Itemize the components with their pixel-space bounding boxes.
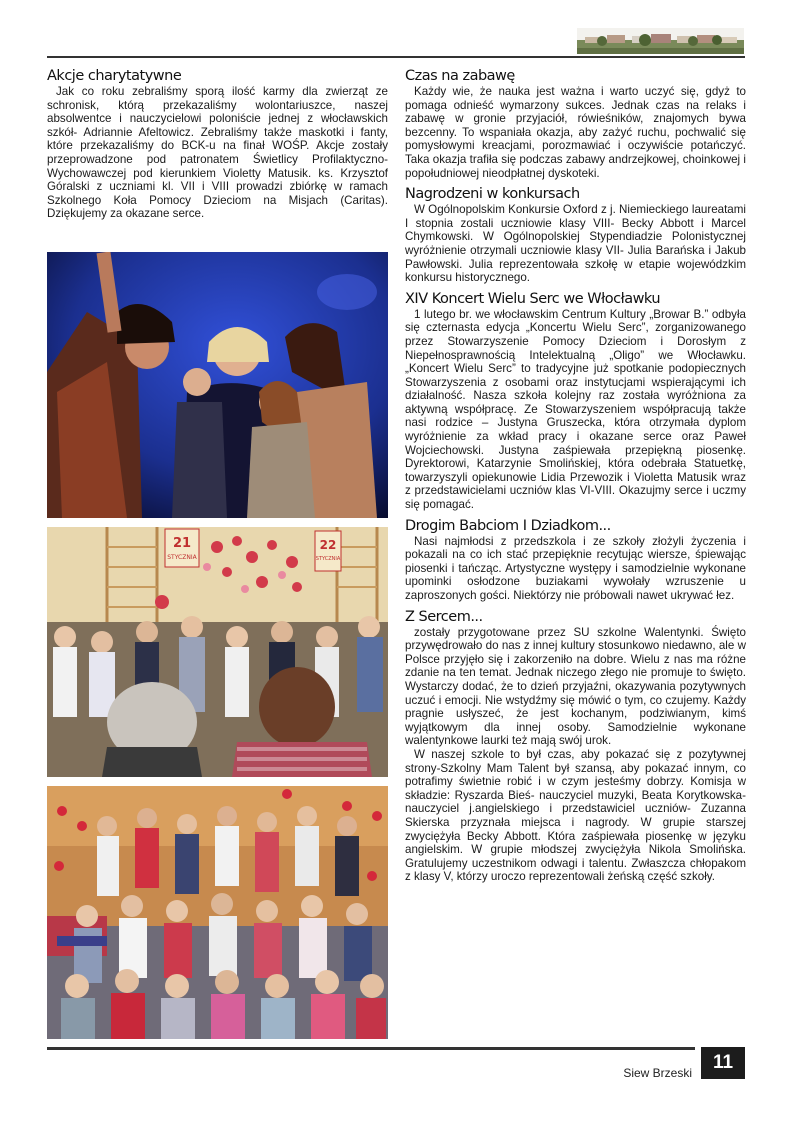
section-title-charity: Akcje charytatywne	[47, 68, 182, 84]
section-body-valentines-2: W naszej szkole to był czas, aby pokazać się z pozytywnej strony-Szkolny Mam Talent był szansą, aby pokazać innym, co potrafimy świetnie robić i w czym jesteśmy dobrzy. Komisja w składzie: Ryszarda Bieś- nauczyciel muzyki, Beata Korytkowska- nauczyciel j.angielskiego i przedstawiciel uczniów- Zuzanna Skierska przyznała miejsca i nagrody. W grupie starszej zwyciężyła Becky Abbott. Która zaśpiewała piosenkę w języku angielskim. W grupie młodszej zwyciężyła Nikola Smolińska. Gratulujemy uczestnikom odwagi i talentu. Zwłaszcza chłopakom z klasy V, którzy uroczo reprezentowali żeńską część szkoły.	[405, 747, 746, 884]
top-rule	[47, 56, 745, 58]
photo-valentines-hearts	[47, 786, 388, 1039]
section-body-concert: 1 lutego br. we włocławskim Centrum Kultury „Browar B.” odbyła się czternasta edycja „Koncertu Wielu Serc”, zorganizowanego przez Stowarzyszenie Pomocy Dzieciom i Dorosłym z Niepełnosprawnością Intelektualną „Oligo” we Włocławku. „Koncert Wielu Serc” to tradycyjne już spotkanie podopiecznych Stowarzyszenia z osobami oraz instytucjami wspierającymi ich działalność. Nasza szkoła kolejny raz została wyróżniona za aktywną współpracę. Ze Stowarzyszeniem współpracują także nasi rodzice – Justyna Gruszecka, która otrzymała dyplom wyróżnienie za wkład pracy i okazane serce oraz Paweł Wojciechowski. Justyna zaśpiewała przepiękną piosenkę. Dyrektorowi, Katarzynie Smolińskiej, która odebrała Statuetkę, towarzyszyli opiekunowie Lidia Przewozik i Violetta Matusik wraz z przedstawicielami uczniów klas VI-VIII. Okazujmy serce i uczmy się pomagać.	[405, 307, 746, 512]
left-column	[47, 68, 388, 221]
section-body-fun: Każdy wie, że nauka jest ważna i warto uczyć się, gdyż to pomaga odnieść wymarzony sukces. Jednak czas na relaks i zabawę w gronie przyjaciół, rówieśników, znajomych bywa bezcenny. To wspaniała okazja, aby zażyć ruchu, pochwalić się pomysłowymi kreacjami, porozmawiać i oczywiście potańczyć. Taka okazja trafiła się podczas zabawy andrzejkowej, choinkowej i popołudniowej nieodpłatnej dyskoteki.	[405, 85, 746, 180]
svg-text:22: 22	[319, 538, 337, 552]
photo-grandparents-day	[47, 527, 388, 777]
section-body-awards: W Ogólnopolskim Konkursie Oxford z j. Niemieckiego laureatami I stopnia zostali uczniowie klasy VIII- Becky Abbott i Marcel Chymkowski. W Ogólnopolskiej Stypendiadzie Polonistycznej wyróżnienie otrzymali uczniowie klasy VII- Julia Barańska i Jakub Pawłowski. Julia reprezentowała szkołę w etapie wojewódzkim konkursu historycznego.	[405, 203, 746, 285]
page-number: 11	[701, 1047, 745, 1079]
svg-text:STYCZNIA: STYCZNIA	[315, 556, 341, 562]
section-title-fun: Czas na zabawę	[405, 68, 515, 84]
right-column	[405, 68, 746, 884]
svg-text:STYCZNIA: STYCZNIA	[167, 554, 197, 561]
photo-concert-selfie	[47, 252, 388, 518]
section-title-valentines: Z Sercem...	[405, 608, 483, 625]
section-body-grandparents: Nasi najmłodsi z przedszkola i ze szkoły złożyli życzenia i pokazali na co ich stać przepięknie recytując wiersze, śpiewając piosenki i tańcząc. Artystyczne występy i samodzielnie wykonane upominki osłodzone buziakami wywołały wzruszenie u zaproszonych gości. Niektórzy nie próbowali nawet ukrywać łez.	[405, 534, 746, 602]
section-title-grandparents: Drogim Babciom I Dziadkom...	[405, 517, 611, 534]
section-title-awards: Nagrodzeni w konkursach	[405, 186, 580, 203]
svg-text:21: 21	[172, 536, 192, 551]
footer-publication-name: Siew Brzeski	[623, 1066, 692, 1080]
bottom-rule	[47, 1047, 695, 1050]
header-village-photo	[577, 28, 744, 54]
section-body-valentines-1: zostały przygotowane przez SU szkolne Walentynki. Święto przywędrowało do nas z innej kultury stosunkowo niedawno, ale w Polsce przyjęło się i zakorzeniło na dobre. Wielu z nas ma różne zdanie na ten temat. Jednak niczego złego nie promuje to święto. Wystarczy dodać, że to dzień przyjaźni, okazywania pozytywnych uczuć i emocji. Nie wstydźmy się mówić o tym, co czujemy. Każdy pragnie usłyszeć, że jest kochanym, podziwianym, kimś wyjątkowym dla innej osoby. Samodzielnie wykonane walentynkowe laurki też mają swój urok.	[405, 625, 746, 748]
section-body-charity: Jak co roku zebraliśmy sporą ilość karmy dla zwierząt ze schronisk, którą przekazaliśmy wolontariuszce, naszej absolwentce i nauczycielowi poloniście jednej z włocławskich szkół- Adriannie Afeltowicz. Zebraliśmy także maskotki i fanty, które przekazaliśmy do BCK-u na finał WOŚP. Akcje zostały przeprowadzone pod patronatem Świetlicy Profilaktyczno-Wychowawczej pod kierunkiem Violetty Matusik. ks. Krzysztof Góralski z uczniami kl. VII i VIII prowadzi zbiórkę w ramach Szkolnego Koła Pomocy Dzieciom na Misjach (Caritas). Dziękujemy za okazane serce.	[47, 85, 388, 221]
section-title-concert: XIV Koncert Wielu Serc we Włocławku	[405, 290, 661, 307]
